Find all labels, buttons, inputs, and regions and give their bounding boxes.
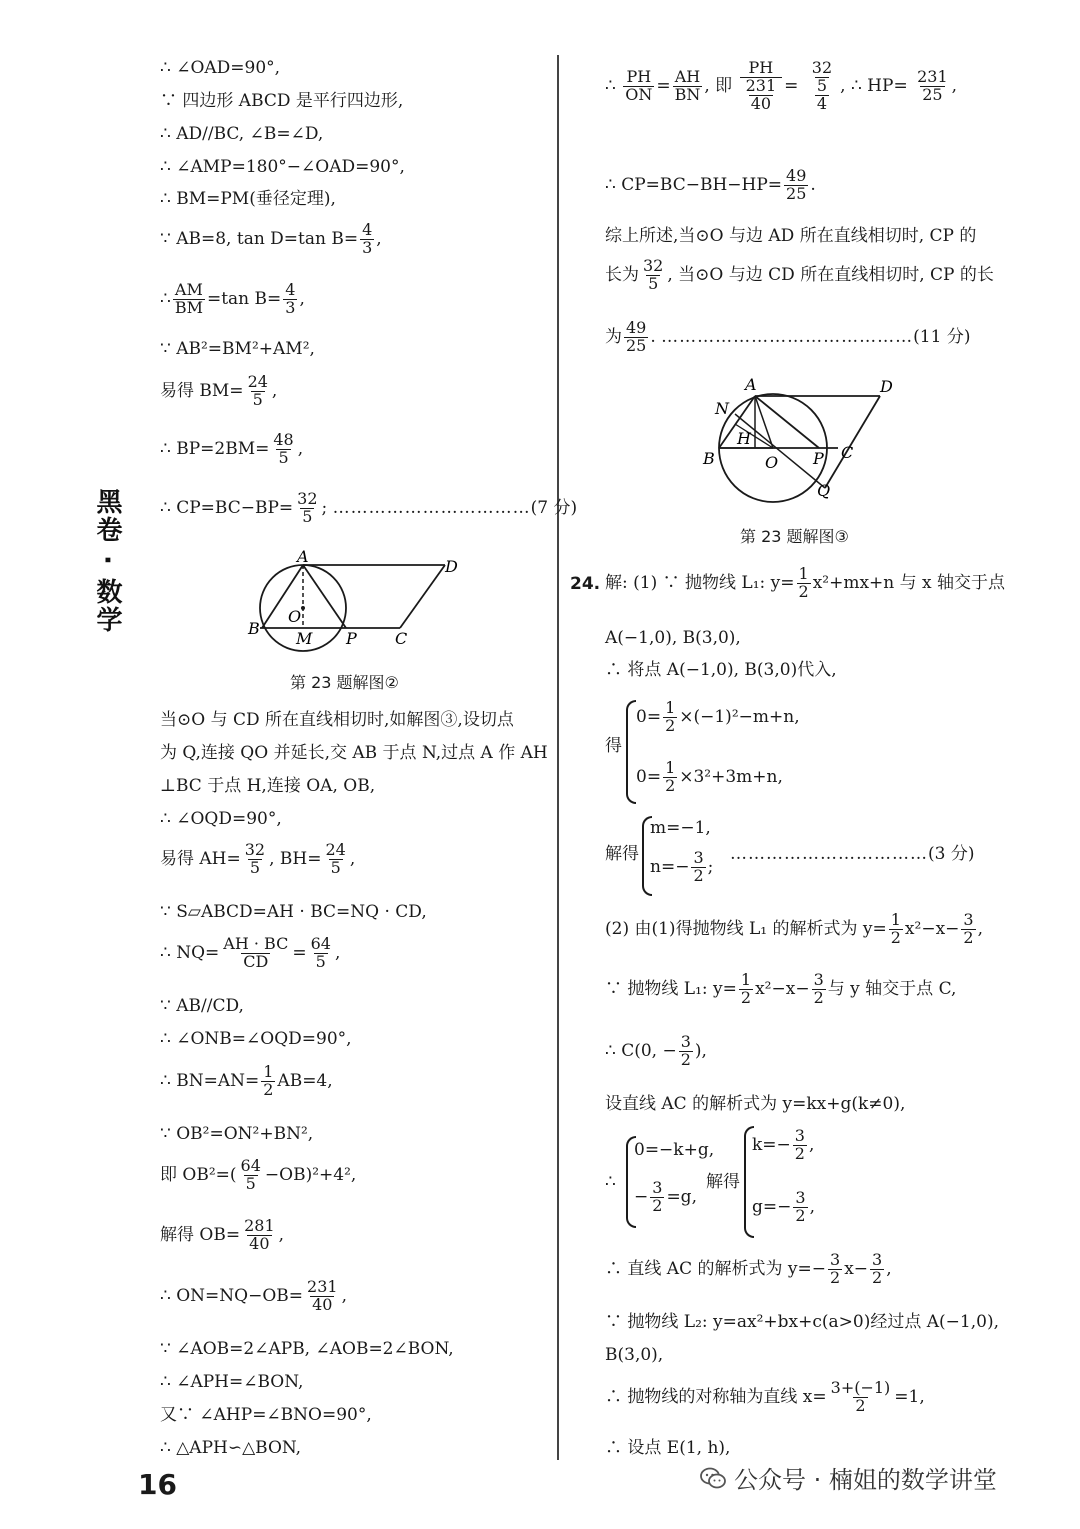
text-line: ∴ [605,1172,616,1192]
text-line: 0= $\frac{1}{2}$ ×3²+3m+n, [636,758,783,795]
text-line: 易得 BM= $\frac{24}{5}$ , [160,372,278,409]
fraction: $\frac{32}{5}$ [297,489,318,526]
text-line: ∴ AD//BC, ∠B=∠D, [160,124,324,144]
text-line: ∴ $\frac{PH}{ON}$ = $\frac{AH}{BN}$ , 即 $\frac{PH}{\frac{231}{40}}$ = $\frac{\frac{32}{5}}{4}$ , ∴ HP= $\frac{231}{25}$ , [605,58,958,113]
fraction: $\frac{1}{2}$ [263,1062,274,1099]
text-line: ∴ ∠ONB=∠OQD=90°, [160,1029,352,1049]
text-line: 综上所述,当⊙O 与边 AD 所在直线相切时, CP 的 [605,226,977,246]
fraction: $\frac{49}{25}$ [786,166,807,203]
text-line: 0= $\frac{1}{2}$ ×(−1)²−m+n, [636,698,800,735]
text-line: ∵ S▱ABCD=AH · BC=NQ · CD, [160,902,427,922]
text-line: ∴ ∠OQD=90°, [160,809,282,829]
text-line: ⊥BC 于点 H,连接 OA, OB, [160,776,376,796]
fraction: $\frac{3}{2}$ [794,1126,805,1163]
text-line: ∴ CP=BC−BH−HP= $\frac{49}{25}$ . [605,166,816,203]
text-line: ∵ AB²=BM²+AM², [160,339,315,359]
label-H: H [737,429,751,448]
text-line: ∵ AB//CD, [160,996,244,1016]
fraction: $\frac{3}{2}$ [795,1188,806,1225]
fraction: $\frac{3}{2}$ [813,970,824,1007]
sidebar-label: 黑卷 · 数学 [92,488,122,634]
text-line: ∴ 直线 AC 的解析式为 y=− $\frac{3}{2}$ x− $\frac{3}{2}$ , [605,1250,892,1287]
text-line: 解得 [605,844,639,864]
label-C: C [395,629,408,648]
label-N: N [715,399,729,418]
text-line: 易得 AH= $\frac{32}{5}$ , BH= $\frac{24}{5}$ , [160,840,356,877]
text-line: ∵ ∠AOB=2∠APB, ∠AOB=2∠BON, [160,1339,454,1359]
fraction: $\frac{3}{2}$ [830,1250,841,1287]
watermark [700,1460,997,1495]
label-A: A [297,548,309,566]
fraction: $\frac{24}{5}$ [247,372,268,409]
figure-caption: 第 23 题解图② [290,673,399,692]
label-P: P [813,449,824,468]
text-line: ……………………………(3 分) [730,844,975,864]
fraction: $\frac{3}{2}$ [693,848,704,885]
text-line: g=− $\frac{3}{2}$ , [752,1188,815,1225]
text-line: ∴ ∠APH=∠BON, [160,1372,304,1392]
label-A: A [745,375,757,394]
text-line: (2) 由(1)得抛物线 L₁ 的解析式为 y= $\frac{1}{2}$ x²−x− $\frac{3}{2}$ , [605,910,983,947]
text-line: ∴ 将点 A(−1,0), B(3,0)代入, [605,660,837,680]
text-line: n=− $\frac{3}{2}$ ; [650,848,714,885]
text-line: 为 $\frac{49}{25}$ . ……………………………………(11 分) [605,318,971,355]
text-line: 为 Q,连接 QO 并延长,交 AB 于点 N,过点 A 作 AH [160,743,548,763]
fraction: $\frac{AM}{BM}$ [174,280,203,317]
text-line: ∴ $\frac{AM}{BM}$ =tan B= $\frac{4}{3}$ , [160,280,305,317]
fraction: $\frac{64}{5}$ [240,1156,261,1193]
figure-caption: 第 23 题解图③ [740,527,849,546]
text-line: 得 [605,736,622,756]
label-C: C [841,443,854,462]
fraction: $\frac{AH}{BN}$ [674,66,701,104]
fraction: $\frac{3}{2}$ [652,1178,663,1215]
fraction: $\frac{1}{2}$ [798,564,809,601]
fraction: $\frac{3}{2}$ [872,1250,883,1287]
figure-23-3 [695,372,905,512]
text-line: 又∵ ∠AHP=∠BNO=90°, [160,1405,372,1425]
text-line: 解得 [706,1172,740,1192]
fraction: $\frac{3}{2}$ [963,910,974,947]
text-line: ∴ ∠AMP=180°−∠OAD=90°, [160,157,405,177]
fraction: $\frac{231}{40}$ [307,1277,338,1314]
wechat-icon [700,1467,726,1489]
text-line: ∴ ON=NQ−OB= $\frac{231}{40}$ , [160,1277,347,1314]
label-M: M [296,629,313,648]
label-D: D [445,557,458,576]
label-B: B [703,449,715,468]
fraction: $\frac{49}{25}$ [626,318,647,355]
system-brace [626,700,636,804]
label-O: O [765,453,779,472]
watermark-text: 公众号 · 楠姐的数学讲堂 [734,1466,997,1494]
text-line: − $\frac{3}{2}$ =g, [634,1178,697,1215]
text-line: k=− $\frac{3}{2}$ , [752,1126,815,1163]
fraction: $\frac{32}{5}$ [811,58,833,95]
text-line: ∴ 抛物线的对称轴为直线 x= $\frac{3+(-1)}{2}$ =1, [605,1378,925,1415]
text-line: B(3,0), [605,1345,664,1365]
label-P: P [346,629,357,648]
text-line: 当⊙O 与 CD 所在直线相切时,如解图③,设切点 [160,710,514,730]
fraction: $\frac{4}{3}$ [285,280,296,317]
text-line: 设直线 AC 的解析式为 y=kx+g(k≠0), [605,1094,906,1114]
figure-23-2 [240,548,470,658]
fraction: $\frac{AH \cdot BC}{CD}$ [223,934,289,971]
fraction: $\frac{PH}{\frac{231}{40}}$ [740,60,783,112]
fraction: $\frac{32}{5}$ [244,840,266,877]
text-line: ∵ AB=8, tan D=tan B= $\frac{4}{3}$ , [160,220,382,257]
text-line: ∴ 设点 E(1, h), [605,1438,731,1458]
text-line: ∴ BN=AN= $\frac{1}{2}$ AB=4, [160,1062,333,1099]
fraction: $\frac{24}{5}$ [325,840,346,877]
text-line: ∴ C(0, − $\frac{3}{2}$ ), [605,1032,707,1069]
text-line: ∴ ∠OAD=90°, [160,58,281,78]
fraction: $\frac{1}{2}$ [890,910,901,947]
label-O: O [288,607,302,626]
text-line: ∵ 抛物线 L₁: y= $\frac{1}{2}$ x²−x− $\frac{3}{2}$ 与 y 轴交于点 C, [605,970,957,1007]
fraction: $\frac{281}{40}$ [244,1216,275,1253]
text-line: ∴ CP=BC−BP= $\frac{32}{5}$ ; ……………………………(7 分) [160,489,578,526]
page-number: 16 [138,1468,177,1501]
fraction: $\frac{1}{2}$ [740,970,752,1007]
text-line: ∴ △APH∽△BON, [160,1438,302,1458]
text-line: ∴ NQ= $\frac{AH \cdot BC}{CD}$ = $\frac{64}{5}$ , [160,934,341,971]
fraction: $\frac{48}{5}$ [273,430,294,467]
text-line: A(−1,0), B(3,0), [605,628,741,648]
label-B: B [248,619,260,638]
fraction: $\frac{231}{40}$ [745,75,777,113]
text-line: ∵ 四边形 ABCD 是平行四边形, [160,91,404,111]
text-line: 解得 OB= $\frac{281}{40}$ , [160,1216,285,1253]
fraction: $\frac{3}{2}$ [680,1032,691,1069]
text-line: 即 OB²=( $\frac{64}{5}$ −OB)²+4², [160,1156,357,1193]
label-D: D [880,377,893,396]
fraction: $\frac{32}{5}$ [643,256,664,293]
text-line: 长为 $\frac{32}{5}$ , 当⊙O 与边 CD 所在直线相切时, CP 的长 [605,256,994,293]
question-number: 24. [570,574,601,594]
fraction: $\frac{3+(-1)}{2}$ [830,1378,891,1415]
text-line: ∴ BM=PM(垂径定理), [160,189,336,209]
text-line: ∴ BP=2BM= $\frac{48}{5}$ , [160,430,304,467]
text-line: m=−1, [650,818,711,838]
fraction: $\frac{231}{25}$ [917,66,948,104]
column-divider [557,55,559,1460]
label-Q: Q [817,481,831,500]
fraction: $\frac{1}{2}$ [665,758,676,795]
fraction: $\frac{1}{2}$ [665,698,676,735]
text-line: 解: (1) ∵ 抛物线 L₁: y= $\frac{1}{2}$ x²+mx+n 与 x 轴交于点 [605,564,1006,601]
text-line: 0=−k+g, [634,1140,715,1160]
fraction: $\frac{\frac{32}{5}}{4}$ [811,58,833,113]
fraction: $\frac{PH}{ON}$ [625,66,653,104]
fraction: $\frac{64}{5}$ [310,934,331,971]
fraction: $\frac{4}{3}$ [362,220,373,257]
text-line: ∵ OB²=ON²+BN², [160,1124,314,1144]
text-line: ∵ 抛物线 L₂: y=ax²+bx+c(a>0)经过点 A(−1,0), [605,1312,999,1332]
